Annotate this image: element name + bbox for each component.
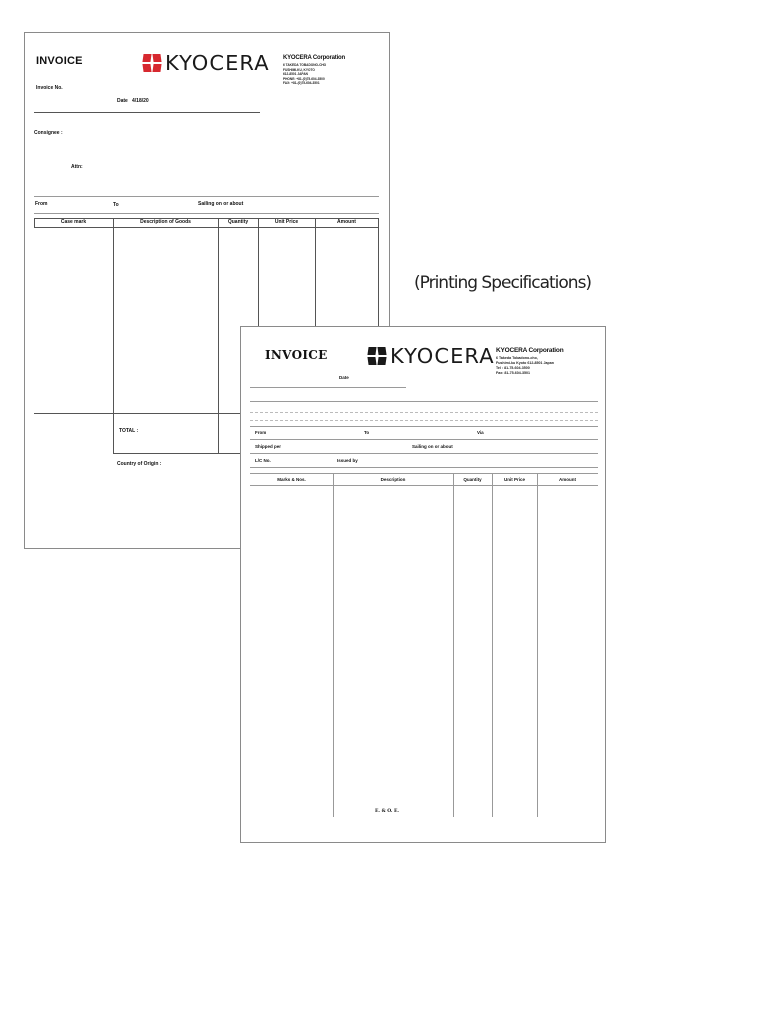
kyocera-wordmark: KYOCERA [165, 51, 270, 75]
invoice-title: INVOICE [36, 55, 83, 67]
company-address-line: FUSHIMI-KU, KYOTO [283, 67, 315, 72]
table-top-border [250, 473, 598, 474]
col-header-unit-price: Unit Price [503, 477, 525, 482]
col-header-marks-nos: Marks & Nos. [277, 477, 306, 482]
company-fax: Fax: 81-75-604-3501 [496, 371, 530, 375]
column-divider [492, 473, 493, 817]
country-of-origin-label: Country of Origin : [117, 461, 162, 467]
date-label: Date [117, 98, 128, 104]
column-divider [333, 473, 334, 817]
divider [250, 439, 598, 440]
column-divider [113, 218, 114, 454]
header-divider [34, 112, 260, 113]
consignee-dashed-line [250, 420, 598, 421]
spec-invoice-sheet [240, 326, 606, 843]
date-value: 4/18/20 [132, 98, 149, 104]
from-label: From [35, 201, 48, 207]
consignee-label: Consignee : [34, 130, 63, 136]
shipped-per-label: Shipped per [255, 444, 282, 449]
col-header-description: Description [380, 477, 406, 482]
attn-label: Attn: [71, 164, 83, 170]
company-name: KYOCERA Corporation [496, 347, 564, 354]
col-header-amount: Amount [559, 477, 576, 482]
col-header-quantity: Quantity [227, 219, 249, 225]
table-header-border [250, 485, 598, 486]
column-divider [537, 473, 538, 817]
total-label: TOTAL : [119, 428, 139, 434]
company-address-line: 6 Takeda Tobadono-cho, [496, 356, 538, 360]
kyocera-logo [368, 344, 495, 368]
kyocera-logo-mark-icon [368, 347, 386, 365]
invoice-title: INVOICE [265, 348, 328, 362]
col-header-quantity: Quantity [463, 477, 482, 482]
date-underline [250, 387, 406, 388]
col-header-unit-price: Unit Price [274, 219, 299, 225]
divider [250, 401, 598, 402]
from-label: From [255, 430, 267, 435]
divider [34, 213, 379, 214]
company-name: KYOCERA Corporation [283, 55, 345, 61]
kyocera-logo [143, 51, 270, 75]
col-header-amount: Amount [337, 219, 356, 225]
company-address-line: 6 TAKEDA TOBADONO-CHO [283, 63, 327, 67]
company-phone: PHONE: +81-(0)75-604-3500 [283, 76, 325, 81]
issued-by-label: Issued by [337, 458, 358, 463]
date-label: Date [339, 375, 349, 380]
lc-no-label: L/C No. [255, 458, 271, 463]
col-header-case-mark: Case mark [60, 219, 87, 225]
column-divider [453, 473, 454, 817]
sailing-label: Sailing on or about [198, 201, 244, 207]
divider [250, 453, 598, 454]
via-label: Via [477, 430, 484, 435]
company-fax: FAX: +81-(0)75-604-3501 [283, 81, 320, 85]
to-label: To [364, 430, 370, 435]
table-header-border [34, 227, 379, 228]
eoe-mark: E. & O. E. [375, 809, 399, 814]
kyocera-wordmark: KYOCERA [390, 344, 495, 368]
divider [34, 196, 379, 197]
consignee-dashed-line [250, 412, 598, 413]
divider [250, 467, 598, 468]
company-address-line: 612-8501 JAPAN [283, 72, 308, 76]
to-label: To [113, 202, 119, 208]
kyocera-logo-mark-icon [143, 54, 161, 72]
sailing-label: Sailing on or about [412, 444, 453, 449]
column-divider [218, 218, 219, 454]
printing-specifications-caption: (Printing Specifications) [414, 273, 592, 293]
invoice-no-label: Invoice No. [36, 85, 63, 91]
company-phone: Tel : 81-75-604-3500 [496, 366, 530, 370]
divider [250, 426, 598, 427]
col-header-description: Description of Goods [140, 219, 191, 225]
company-address-line: Fushimi-ku Kyoto 612-8501 Japan [496, 361, 554, 365]
